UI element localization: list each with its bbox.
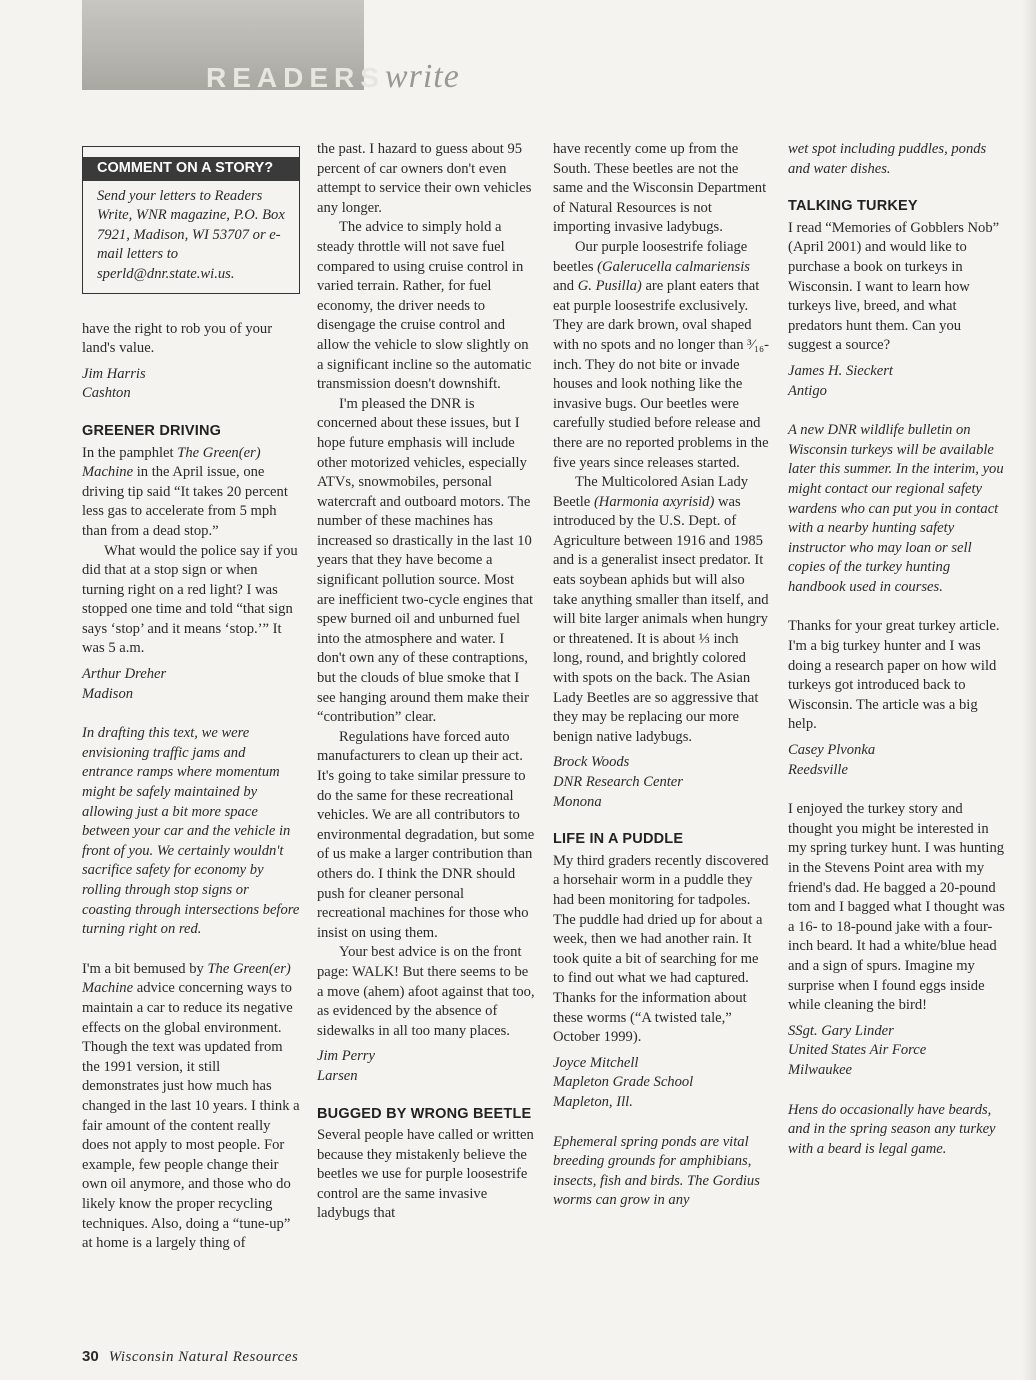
heading-greener-driving: GREENER DRIVING	[82, 422, 222, 439]
letter-paragraph: the past. I hazard to guess about 95 percent of car owners don't even attempt to service their own vehicles any longer.	[317, 141, 532, 216]
letter-paragraph: I'm a bit bemused by The Green(er) Machine advice concerning ways to maintain a car to reduce its negative effects on the global environment. Though the text was updated from the 1991 version, it still demonstrates just how much has changed in the last 10 years. I think a fair amount of the content really does not apply to most people. For example, few people change their own oil anymore, and those who do likely know the proper recycling techniques. Also, doing a “tune-up” at home is a largely thing of	[82, 960, 300, 1252]
letter-paragraph: Thanks for your great turkey article. I'm a big turkey hunter and I was doing a research paper on how wild turkeys got introduced back to Wisconsin. The article was a big help.	[788, 618, 1000, 733]
section-title-write: write	[384, 58, 460, 95]
editor-reply: In drafting this text, we were envisioning traffic jams and entrance ramps where momentum might be safely maintained by allowing just a bit more space between your car and the vehicle in front of you. We certainly wouldn't sacrifice safety for economy by rolling through stop signs or coasting through intersections before turning right on red.	[82, 725, 300, 938]
letter-paragraph: Your best advice is on the front page: WALK! But there seems to be a move (ahem) afoot against that too, as evidenced by the absence of sidewalks in all too many places.	[317, 944, 535, 1039]
letter-paragraph: In the pamphlet The Green(er) Machine in the April issue, one driving tip said “It takes 20 percent less gas to accelerate from 5 mph than from a dead stop.”	[82, 444, 288, 539]
signature: Jim Harris Cashton	[82, 365, 146, 402]
magazine-name: Wisconsin Natural Resources	[108, 1349, 299, 1365]
column-2	[317, 140, 535, 1224]
page-gutter-shadow	[1022, 0, 1036, 1380]
editor-reply: Hens do occasionally have beards, and in the spring season any turkey with a beard is legal game.	[788, 1101, 996, 1157]
page-footer	[82, 1347, 298, 1366]
comment-box-body: Send your letters to Readers Write, WNR magazine, P.O. Box 7921, Madison, WI 53707 or e-mail letters to sperld@dnr.state.wi.us.	[97, 187, 285, 282]
heading-talking-turkey: TALKING TURKEY	[788, 198, 918, 215]
signature: James H. Sieckert Antigo	[788, 362, 893, 399]
signature: Casey Plvonka Reedsville	[788, 742, 876, 778]
heading-life-in-a-puddle: LIFE IN A PUDDLE	[553, 831, 684, 848]
letter-paragraph: My third graders recently discovered a horsehair worm in a puddle they had been monitoring for tadpoles. The puddle had dried up for about a week, then we had another rain. It took quite a bit of searching for me to find out what we had captured. Thanks for the information about these worms (“A twisted tale,” October 1999).	[553, 852, 769, 1046]
editor-reply-continued: wet spot including puddles, ponds and water dishes.	[788, 141, 987, 177]
section-title-readers: READERS	[206, 62, 385, 93]
signature: SSgt. Gary Linder United States Air Force Milwaukee	[788, 1022, 927, 1078]
section-title	[206, 58, 460, 96]
column-4	[788, 140, 1006, 1159]
column-3	[553, 140, 771, 1211]
letter-paragraph: The Multicolored Asian Lady Beetle (Harmonia axyrisid) was introduced by the U.S. Dept. of Agriculture between 1916 and 1985 and is a generalist insect predator. It eats soybean aphids but will also take anything smaller than itself, and will bite larger animals when hungry or threatened. It is about ⅓ inch long, round, and brightly colored with spots on the back. The Asian Lady Beetles are so aggressive that they may be replacing our more benign native ladybugs.	[553, 474, 769, 745]
heading-bugged-by-wrong-beetle: BUGGED BY WRONG BEETLE	[317, 1105, 532, 1122]
signature: Jim Perry Larsen	[317, 1048, 375, 1084]
comment-box	[82, 146, 300, 294]
comment-box-heading: COMMENT ON A STORY?	[83, 157, 299, 181]
signature: Joyce Mitchell Mapleton Grade School Mapleton, Ill.	[553, 1054, 694, 1110]
signature: Arthur Dreher Madison	[82, 666, 167, 702]
page-number: 30	[82, 1348, 99, 1365]
letter-paragraph: have recently come up from the South. These beetles are not the same and the Wisconsin Department of Natural Resources is not importing invasive ladybugs.	[553, 141, 767, 236]
letter-paragraph: I'm pleased the DNR is concerned about these issues, but I hope future emphasis will include other motorized vehicles, especially ATVs, snowmobiles, personal watercraft and outboard motors. The number of these machines has increased so drastically in the last 10 years that they have become a significant pollution source. Most are inefficient two-cycle engines that spew burned oil and unburned fuel into the atmosphere and water. I don't own any of these contraptions, but the clouds of blue smoke that I see hanging around them make their “contribution” clear.	[317, 395, 534, 726]
letter-paragraph: I read “Memories of Gobblers Nob” (April 2001) and would like to purchase a book on turkeys in Wisconsin. I want to learn how turkeys live, breed, and what predators hunt them. Can you suggest a source?	[788, 219, 1000, 354]
signature: Brock Woods DNR Research Center Monona	[553, 754, 683, 810]
editor-reply: A new DNR wildlife bulletin on Wisconsin turkeys will be available later this summer. In the interim, you might contact our regional safety wardens who can put you in contact with a nearby hunting safety instructor who may loan or sell copies of the turkey hunting handbook used in courses.	[788, 422, 1004, 595]
letter-paragraph: Our purple loosestrife foliage beetles (Galerucella calmariensis and G. Pusilla) are plant eaters that eat purple loosestrife exclusively. They are dark brown, oval shaped with no spots and no longer than ³⁄₁₆-inch. They do not bite or invade houses and look nothing like the invasive bugs. Our beetles were carefully studied before release and there are no reported problems in the five years since releases started.	[553, 238, 770, 471]
letter-paragraph: Several people have called or written because they mistakenly believe the beetles we use for purple loosestrife control are the same invasive ladybugs that	[317, 1127, 534, 1222]
letter-paragraph: What would the police say if you did that at a stop sign or when turning right on a red light? I was stopped one time and told “that sign says ‘stop’ and it means ‘stop.’” It was 5 a.m.	[82, 542, 298, 657]
letter-paragraph: Regulations have forced auto manufacturers to clean up their act. It's going to take similar pressure to do the same for these recreational vehicles. We are all contributors to environmental degradation, but some of us make a larger contribution than others do. I think the DNR should push for cleaner personal recreational machines for those who insist on using them.	[317, 728, 535, 941]
letter-paragraph: The advice to simply hold a steady throttle will not save fuel compared to using cruise control in varied terrain. Rather, for fuel economy, the driver needs to disengage the cruise control and allow the vehicle to slow slightly on a significant incline so the automatic transmission doesn't downshift.	[317, 219, 532, 393]
column-1	[82, 132, 300, 1254]
letter-continued: have the right to rob you of your land's value.	[82, 320, 273, 357]
editor-reply: Ephemeral spring ponds are vital breeding grounds for amphibians, insects, fish and birds. The Gordius worms can grow in any	[553, 1133, 760, 1209]
letter-paragraph: I enjoyed the turkey story and thought you might be interested in my spring turkey hunt. I was hunting in the Stevens Point area with my friend's dad. He bagged a 20-pound tom and I bagged what I thought was a 16- to 18-pound jake with a four-inch beard. It had a white/blue head and a sign of spurs. Imagine my surprise when I found eggs inside while cleaning the bird!	[788, 801, 1005, 1014]
